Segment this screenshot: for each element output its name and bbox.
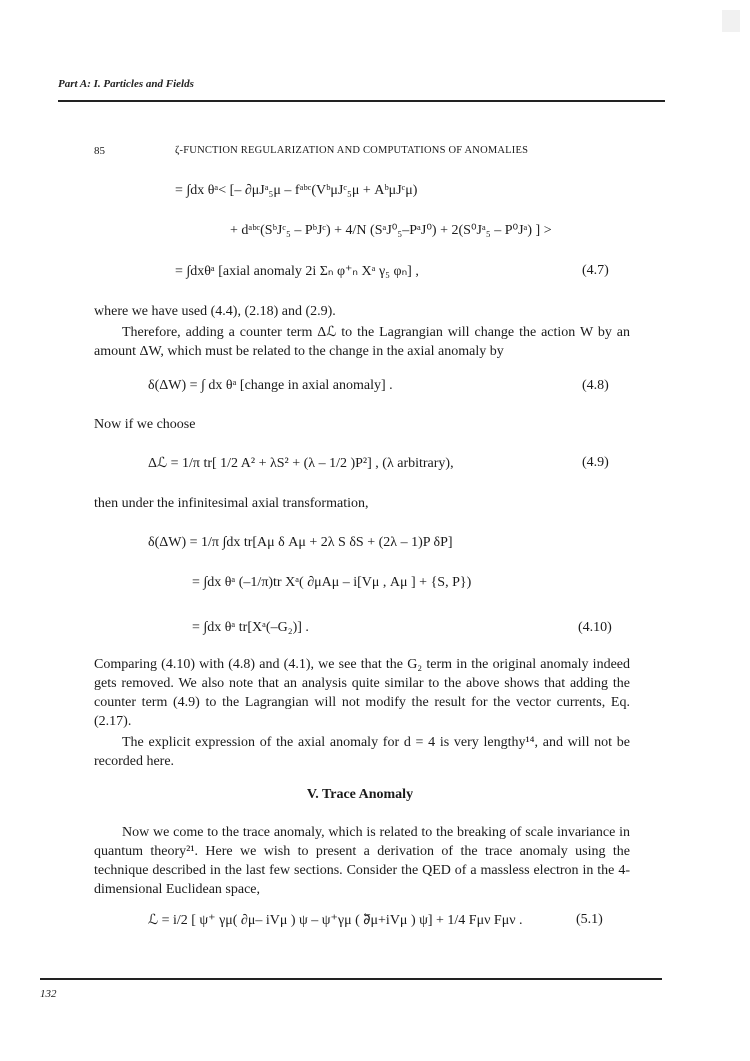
equation-number-4-8: (4.8) <box>582 378 609 393</box>
chapter-page-number: 85 <box>94 145 105 157</box>
equation-number-4-7: (4.7) <box>582 263 609 278</box>
paragraph-comparing: Comparing (4.10) with (4.8) and (4.1), we see that the G₂ term in the original anomaly indeed gets removed. We also note that an analysis quite similar to the above shows that adding the counter term (4.9) to the Lagrangian will not modify the result for the vector currents, Eq. (2.17). <box>94 657 630 729</box>
equation-number-4-10: (4.10) <box>578 620 612 635</box>
paragraph-infinitesimal: then under the infinitesimal axial transformation, <box>94 496 369 511</box>
book-page-number: 132 <box>40 988 57 1000</box>
equation-4-9: Δℒ = 1/π tr[ 1/2 A² + λS² + (λ – 1/2 )P²] , (λ arbitrary), <box>148 456 454 471</box>
equation-line-1: = ∫dx θᵃ< [– ∂μJᵃ₅μ – fᵃᵇᶜ(VᵇμJᶜ₅μ + AᵇμJᶜμ) <box>175 183 418 198</box>
paragraph-explicit: The explicit expression of the axial anomaly for d = 4 is very lengthy¹⁴, and will not be recorded here. <box>94 735 630 769</box>
paragraph-trace-anomaly: Now we come to the trace anomaly, which is related to the breaking of scale invariance in quantum theory²¹. Here we wish to present a derivation of the trace anomaly using the technique described in the last few sections. Consider the QED of a massless electron in the 4-dimensional Euclidean space, <box>94 825 630 897</box>
running-header-part: Part A: I. Particles and Fields <box>58 78 194 90</box>
paragraph-used: where we have used (4.4), (2.18) and (2.9). <box>94 304 336 319</box>
equation-line-2: + dᵃᵇᶜ(SᵇJᶜ₅ – PᵇJᶜ) + 4/N (SᵃJ⁰₅–PᵃJ⁰) + 2(S⁰Jᵃ₅ – P⁰Jᵃ) ] > <box>230 223 552 238</box>
equation-4-10-line-2: = ∫dx θᵃ (–1/π)tr Xᵃ( ∂μAμ – i[Vμ , Aμ ] + {S, P}) <box>192 575 472 590</box>
footer-rule <box>40 978 662 980</box>
equation-5-1: ℒ = i/2 [ ψ⁺ γμ( ∂μ– iVμ ) ψ – ψ⁺γμ ( ∂⃖μ+iVμ ) ψ] + 1/4 Fμν Fμν . <box>148 913 523 928</box>
equation-number-5-1: (5.1) <box>576 912 603 927</box>
running-title: ζ-FUNCTION REGULARIZATION AND COMPUTATIONS OF ANOMALIES <box>175 145 529 156</box>
scan-artifact <box>722 10 740 32</box>
equation-4-10-line-1: δ(ΔW) = 1/π ∫dx tr[Aμ δ Aμ + 2λ S δS + (2λ – 1)P δP] <box>148 535 453 550</box>
equation-4-7: = ∫dxθᵃ [axial anomaly 2i Σₙ φ⁺ₙ Xᵃ γ₅ φₙ] , <box>175 264 419 279</box>
paragraph-choose: Now if we choose <box>94 417 196 432</box>
paragraph-counter-term: Therefore, adding a counter term Δℒ to the Lagrangian will change the action W by an amount ΔW, which must be related to the change in the axial anomaly by <box>94 325 630 359</box>
equation-4-10-line-3: = ∫dx θᵃ tr[Xᵃ(–G₂)] . <box>192 620 309 635</box>
header-rule <box>58 100 665 102</box>
equation-4-8: δ(ΔW) = ∫ dx θᵃ [change in axial anomaly] . <box>148 378 393 393</box>
equation-number-4-9: (4.9) <box>582 455 609 470</box>
section-title: V. Trace Anomaly <box>306 787 414 802</box>
